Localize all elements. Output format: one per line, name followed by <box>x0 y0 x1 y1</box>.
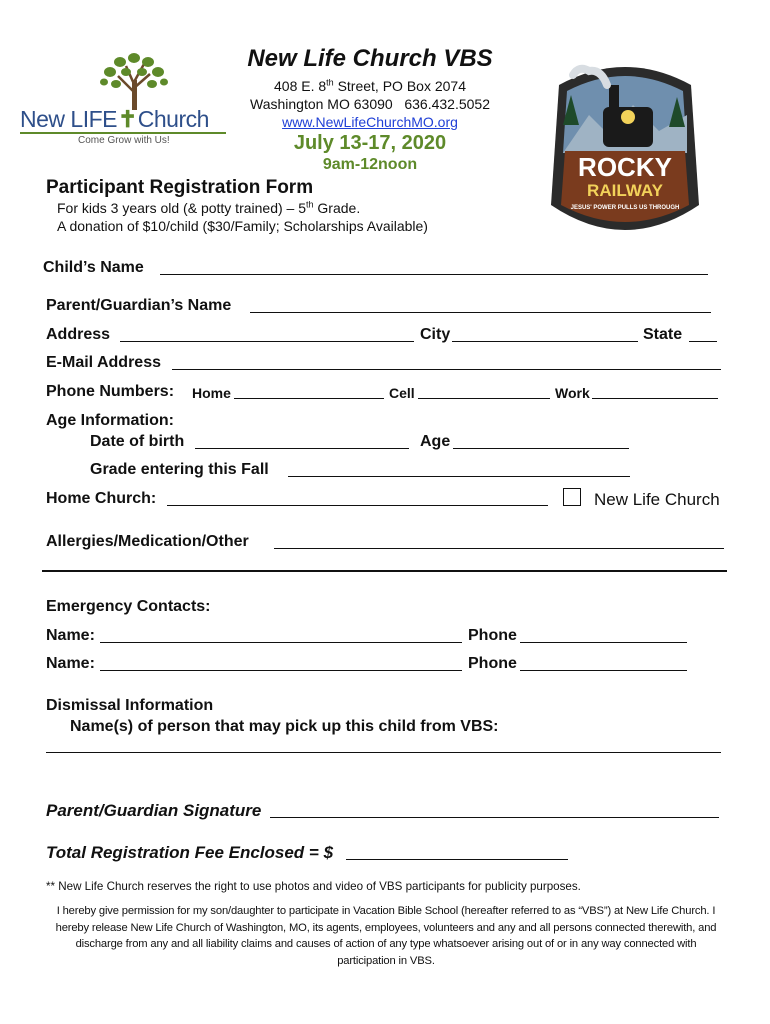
child-name-field[interactable] <box>160 274 708 275</box>
cell-phone-label: Cell <box>389 385 415 401</box>
rocky-railway-badge <box>549 55 701 242</box>
email-field[interactable] <box>172 369 721 370</box>
age-info-label: Age Information: <box>46 412 174 429</box>
church-address-line1: 408 E. 8th Street, PO Box 2074 <box>274 77 466 94</box>
state-label: State <box>643 326 683 343</box>
new-life-church-checkbox[interactable] <box>563 488 581 506</box>
work-phone-field[interactable] <box>592 398 718 399</box>
dismissal-title: Dismissal Information <box>46 697 214 714</box>
allergies-label: Allergies/Medication/Other <box>46 533 249 550</box>
emergency-phone-label-1: Phone <box>468 627 517 644</box>
new-life-church-option-label: New Life Church <box>594 490 720 509</box>
church-address-line2: Washington MO 63090 636.432.5052 <box>250 96 490 112</box>
home-phone-label: Home <box>192 385 231 401</box>
state-field[interactable] <box>689 341 717 342</box>
logo-name-new: New LIFE <box>20 106 117 132</box>
event-time: 9am-12noon <box>322 156 418 173</box>
city-field[interactable] <box>452 341 638 342</box>
email-label: E-Mail Address <box>46 354 161 371</box>
age-field[interactable] <box>453 448 629 449</box>
train-emblem-icon <box>549 55 701 242</box>
badge-line2: RAILWAY <box>587 181 663 200</box>
dismissal-prompt: Name(s) of person that may pick up this child from VBS: <box>70 718 499 735</box>
age-label: Age <box>420 433 451 450</box>
logo-name-church: Church <box>137 106 209 132</box>
badge-tagline: JESUS' POWER PULLS US THROUGH <box>570 205 680 211</box>
page-title: New Life Church VBS <box>247 45 493 72</box>
dob-label: Date of birth <box>90 433 185 450</box>
home-church-label: Home Church: <box>46 490 157 507</box>
city-label: City <box>420 326 451 343</box>
cross-icon: ✝ <box>117 106 137 132</box>
grade-field[interactable] <box>288 476 630 477</box>
registration-fee-label: Total Registration Fee Enclosed = $ <box>46 843 334 862</box>
emergency-name-field-1[interactable] <box>100 642 462 643</box>
event-dates: July 13-17, 2020 <box>293 132 447 154</box>
form-subtitle-age: For kids 3 years old (& potty trained) – 5th Grade. <box>57 199 361 216</box>
emergency-name-label-2: Name: <box>46 655 95 672</box>
emergency-phone-field-2[interactable] <box>520 670 687 671</box>
address-label: Address <box>46 326 111 343</box>
badge-line1: ROCKY <box>578 152 672 182</box>
child-name-label: Child’s Name <box>43 259 144 276</box>
signature-field[interactable] <box>270 817 719 818</box>
parent-name-label: Parent/Guardian’s Name <box>46 297 232 314</box>
cell-phone-field[interactable] <box>418 398 550 399</box>
dismissal-field[interactable] <box>46 752 721 753</box>
allergies-field-line2[interactable] <box>42 570 727 572</box>
dob-field[interactable] <box>195 448 409 449</box>
website-link[interactable]: www.NewLifeChurchMO.org <box>282 114 458 130</box>
home-phone-field[interactable] <box>234 398 384 399</box>
liability-waiver: I hereby give permission for my son/daughter to participate in Vacation Bible School (hereafter referred to as “VBS”) at New Life Church. I hereby release New Life Church of Washington, MO, its agents, employees, volunteers and any and all persons connected therewith, and discharge from any and all liability claims and causes of action of any type whatsoever arising out of or in any way connected with participation in VBS. <box>55 905 717 967</box>
photo-notice: ** New Life Church reserves the right to use photos and video of VBS participants for publicity purposes. <box>46 880 581 893</box>
work-phone-label: Work <box>555 385 590 401</box>
form-subtitle-donation: A donation of $10/child ($30/Family; Scholarships Available) <box>57 218 428 234</box>
church-logo <box>18 52 230 152</box>
emergency-contacts-title: Emergency Contacts: <box>46 598 211 615</box>
form-title: Participant Registration Form <box>46 177 314 198</box>
registration-fee-field[interactable] <box>346 859 568 860</box>
phone-numbers-label: Phone Numbers: <box>46 383 175 400</box>
home-church-field[interactable] <box>167 505 548 506</box>
tree-icon <box>90 52 180 112</box>
emergency-name-label-1: Name: <box>46 627 95 644</box>
allergies-field[interactable] <box>274 548 724 549</box>
logo-tagline: Come Grow with Us! <box>78 135 170 146</box>
emergency-name-field-2[interactable] <box>100 670 462 671</box>
address-field[interactable] <box>120 341 414 342</box>
parent-name-field[interactable] <box>250 312 711 313</box>
emergency-phone-label-2: Phone <box>468 655 517 672</box>
grade-label: Grade entering this Fall <box>90 461 269 478</box>
signature-label: Parent/Guardian Signature <box>46 801 262 820</box>
emergency-phone-field-1[interactable] <box>520 642 687 643</box>
